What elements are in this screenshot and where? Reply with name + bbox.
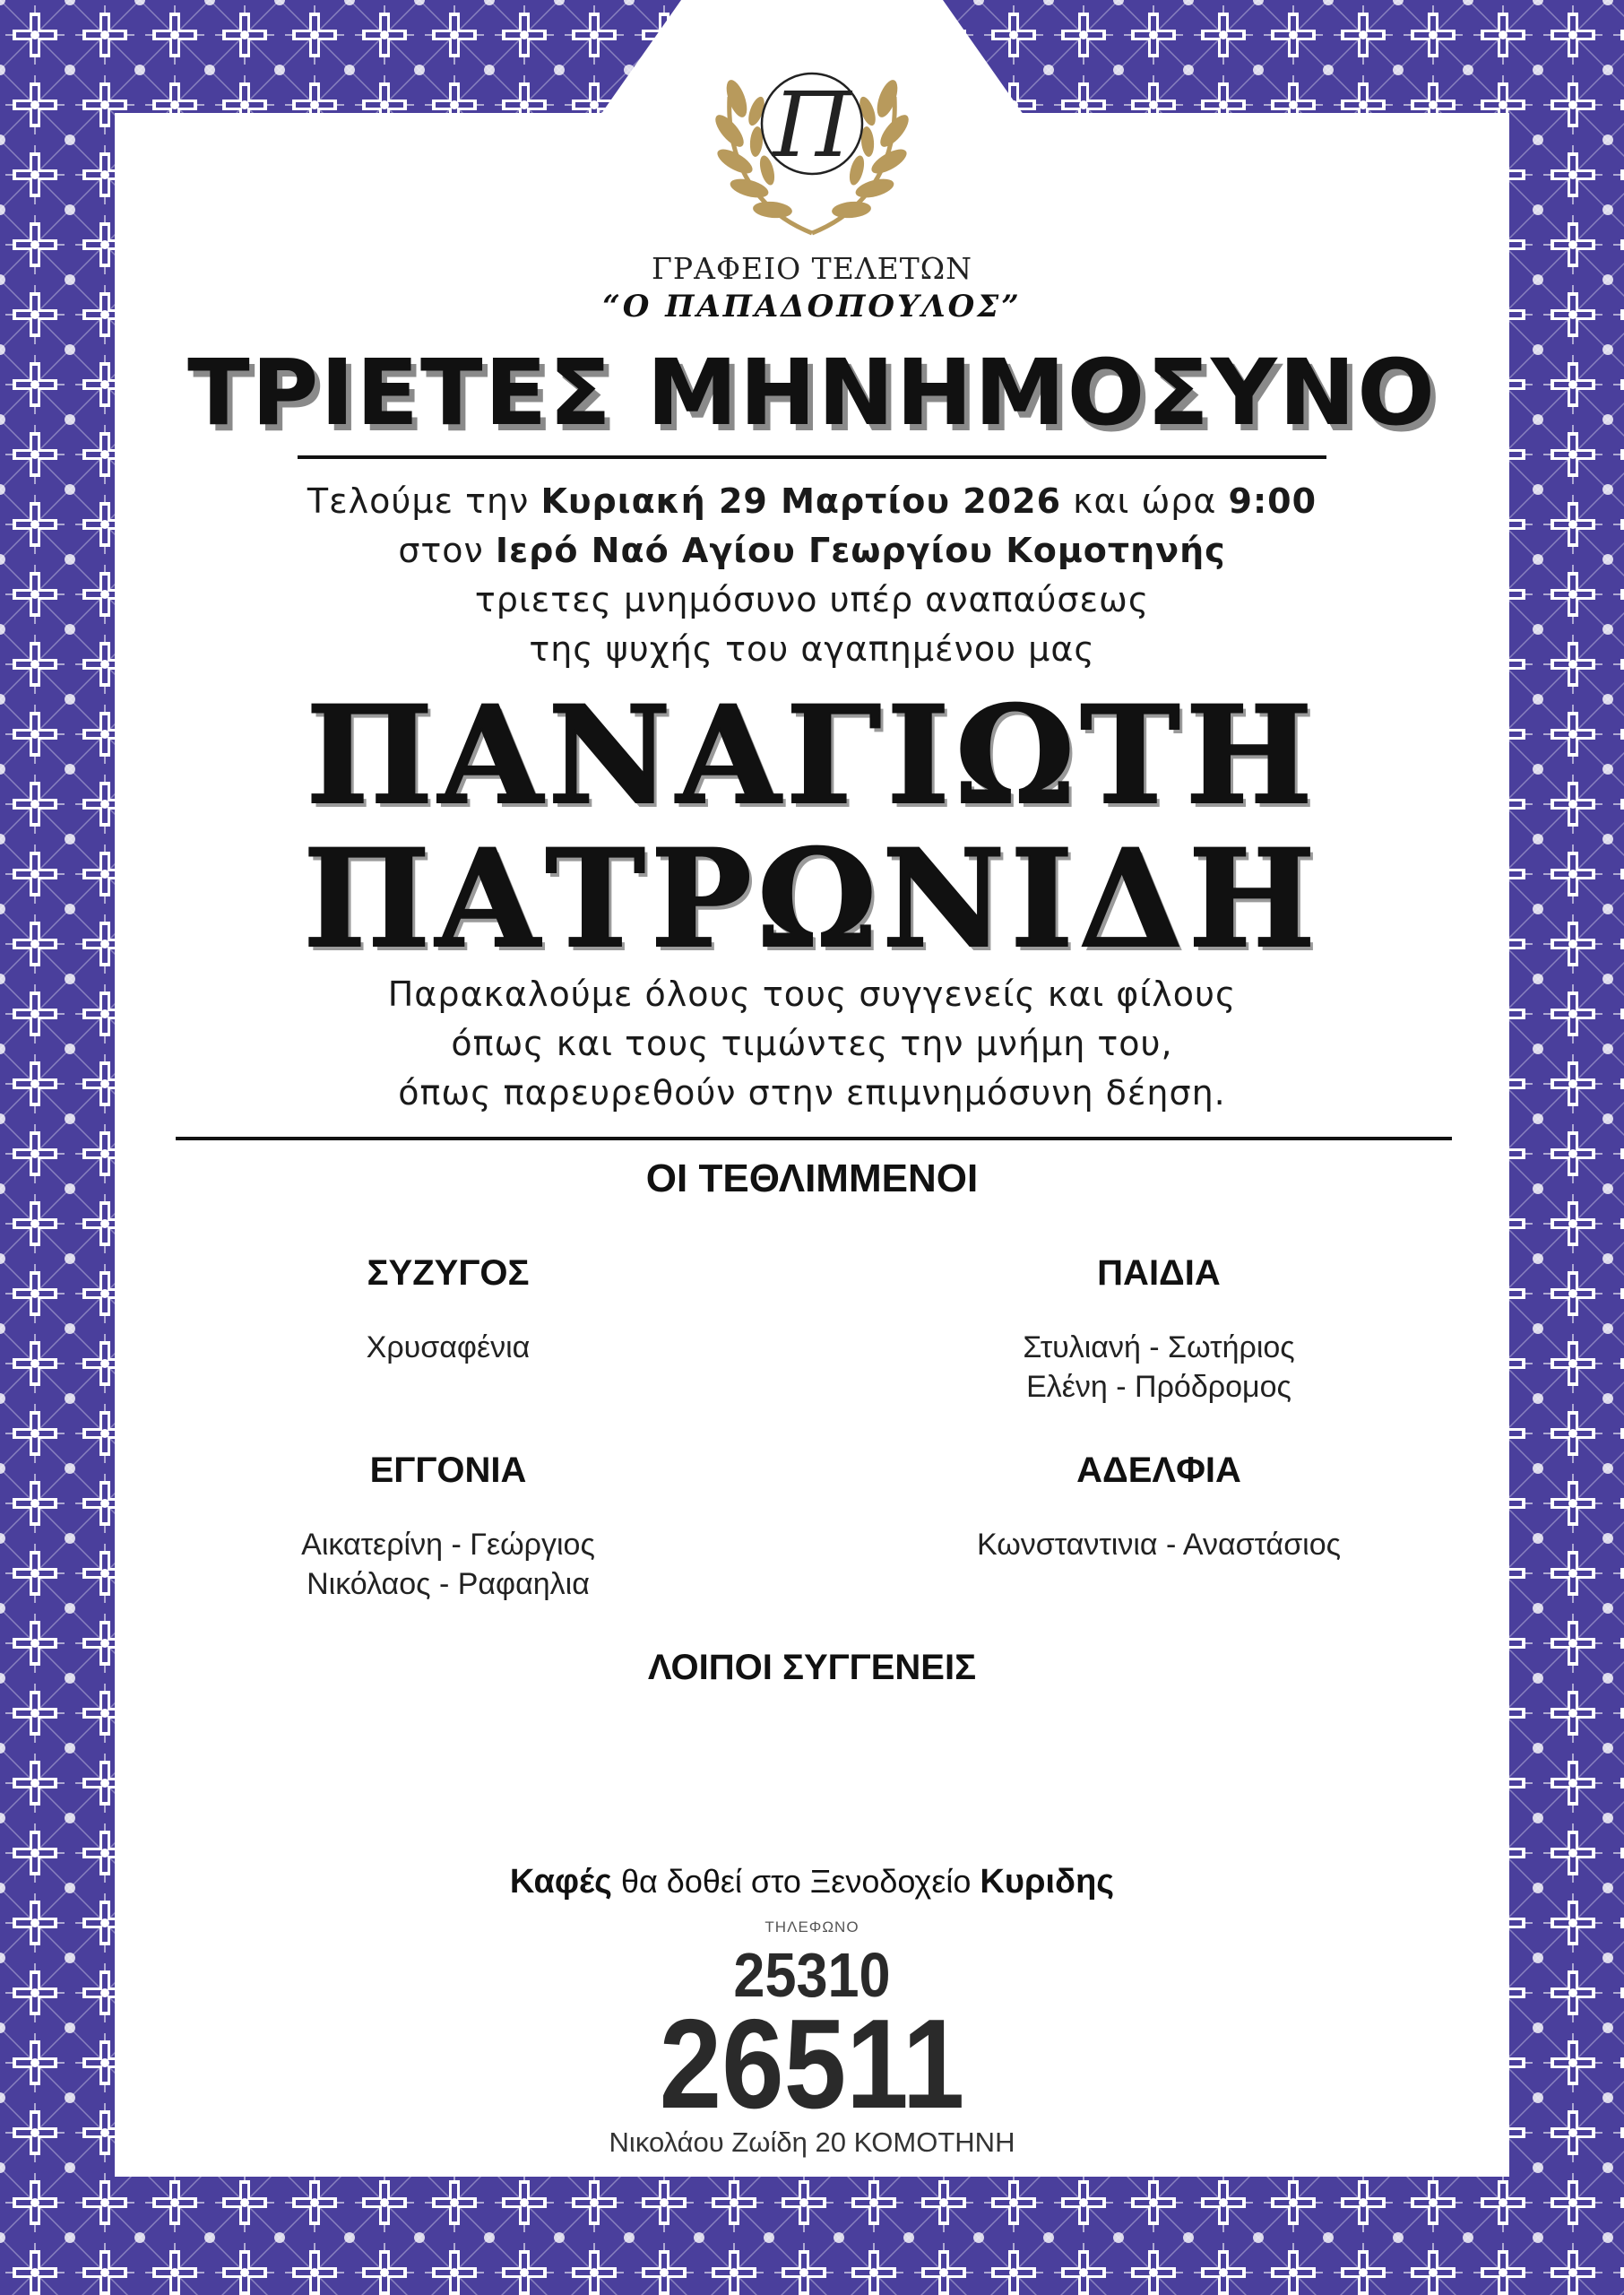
children-section [845, 1253, 1473, 1407]
mourners-heading: ΟΙ ΤΕΘΛΙΜΜΕΝΟΙ [645, 1156, 979, 1200]
page-title: ΤΡΙΕΤΕΣ ΜΗΝΗΜΟΣΥΝΟ [187, 340, 1437, 446]
spouse-label: ΣΥΖΥΓΟΣ [367, 1253, 530, 1293]
phone-label: ΤΗΛΕΦΩΝΟ [764, 1918, 860, 1936]
svg-text:Π: Π [773, 73, 851, 178]
siblings-section [845, 1451, 1473, 1564]
title-underline [298, 455, 1326, 459]
phone-prefix: 25310 [733, 1940, 891, 2010]
phone-number: 26511 [659, 1993, 965, 2135]
intro-line-3: τριετες μνημόσυνο υπέρ αναπαύσεως [474, 580, 1150, 619]
deceased-last-name: ΠΑΤΡΩΝΙΔΗ [303, 820, 1321, 978]
grandchildren-label: ΕΓΓΟΝΙΑ [369, 1451, 527, 1490]
office-owner-line: “Ο ΠΑΠΑΔΟΠΟΥΛΟΣ” [602, 289, 1022, 325]
laurel-logo [690, 25, 934, 240]
other-relatives-label: ΛΟΙΠΟΙ ΣΥΓΓΕΝΕΙΣ [647, 1648, 977, 1687]
office-name-line: ΓΡΑΦΕΙΟ ΤΕΛΕΤΩΝ [652, 251, 972, 286]
spouse-section [134, 1253, 762, 1367]
children-name-1: Στυλιανή - Σωτήριος [1023, 1330, 1295, 1364]
office-address: Νικολάου Ζωίδη 20 ΚΟΜΟΤΗΝΗ [609, 2126, 1015, 2158]
request-line-1: Παρακαλούμε όλους τους συγγενείς και φίλους [387, 974, 1237, 1014]
request-line-3: όπως παρευρεθούν στην επιμνημόσυνη δέηση. [398, 1073, 1226, 1113]
siblings-label: ΑΔΕΛΦΙΑ [1076, 1451, 1241, 1490]
coffee-note: Καφές θα δοθεί στο Ξενοδοχείο Κυριδης [509, 1863, 1115, 1901]
grandchildren-section [134, 1451, 762, 1604]
intro-text [0, 477, 1624, 674]
deceased-first-name: ΠΑΝΑΓΙΩΤΗ [306, 677, 1318, 835]
children-name-2: Ελένη - Πρόδρομος [1026, 1370, 1291, 1404]
request-text [0, 970, 1624, 1118]
siblings-name-1: Κωνσταντινια - Αναστάσιος [976, 1528, 1342, 1562]
grandchildren-name-2: Νικόλαος - Ραφαηλια [307, 1567, 590, 1601]
intro-line-4: της ψυχής του αγαπημένου μας [529, 629, 1095, 669]
intro-line-2: στον Ιερό Ναό Αγίου Γεωργίου Κομοτηνής [398, 531, 1226, 570]
intro-line-1: Τελούμε την Κυριακή 29 Μαρτίου 2026 και ώρα 9:00 [307, 481, 1317, 521]
children-label: ΠΑΙΔΙΑ [1097, 1253, 1221, 1293]
spouse-name: Χρυσαφένια [366, 1330, 531, 1364]
grandchildren-name-1: Αικατερίνη - Γεώργιος [301, 1528, 595, 1562]
request-line-2: όπως και τους τιμώντες την μνήμη του, [451, 1024, 1173, 1063]
section-divider [176, 1137, 1452, 1140]
